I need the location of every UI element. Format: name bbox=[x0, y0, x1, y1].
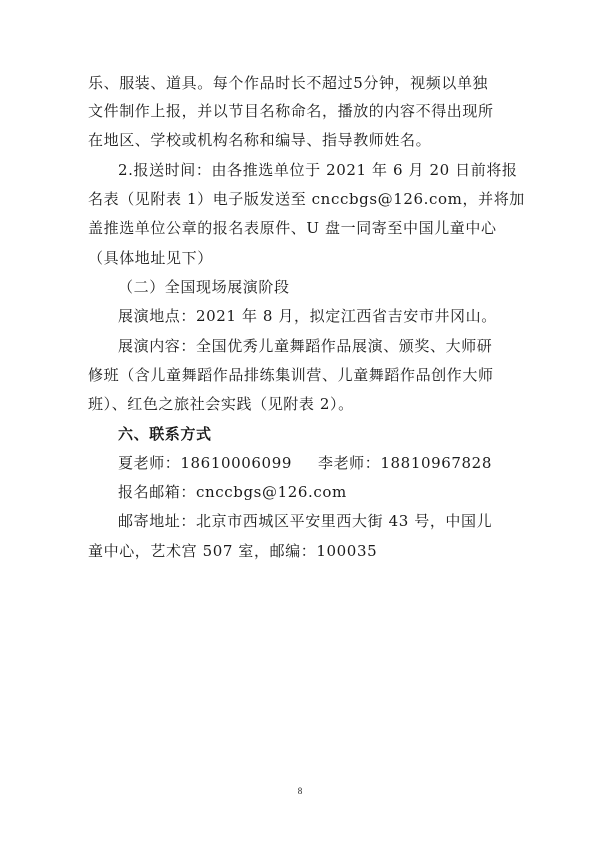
venue-line: 展演地点：2021 年 8 月，拟定江西省吉安市井冈山。 bbox=[118, 307, 497, 325]
address-line: 邮寄地址：北京市西城区平安里西大街 43 号，中国儿 bbox=[118, 512, 493, 530]
paragraph-line: 乐、服装、道具。每个作品时长不超过5分钟，视频以单独 bbox=[88, 74, 489, 92]
email-line: 报名邮箱：cnccbgs@126.com bbox=[118, 483, 347, 501]
paragraph-line: （具体地址见下） bbox=[88, 249, 213, 267]
address-line: 童中心，艺术宫 507 室，邮编：100035 bbox=[88, 542, 378, 560]
section-heading: 六、联系方式 bbox=[118, 425, 212, 443]
paragraph-line: 名表（见附表 1）电子版发送至 cnccbgs@126.com，并将加 bbox=[88, 190, 525, 208]
contact-li: 李老师：18810967828 bbox=[317, 454, 492, 472]
page-number: 8 bbox=[297, 786, 303, 796]
paragraph-line: 班）、红色之旅社会实践（见附表 2）。 bbox=[88, 395, 354, 413]
contact-line bbox=[118, 452, 520, 474]
paragraph-line: 盖推选单位公章的报名表原件、U 盘一同寄至中国儿童中心 bbox=[88, 219, 497, 237]
contact-xia: 夏老师：18610006099 bbox=[118, 454, 292, 472]
paragraph-line: 在地区、学校或机构名称和编导、指导教师姓名。 bbox=[88, 131, 432, 149]
paragraph-line: 文件制作上报，并以节目名称命名，播放的内容不得出现所 bbox=[88, 102, 494, 120]
paragraph-line: 2.报送时间：由各推选单位于 2021 年 6 月 20 日前将报 bbox=[118, 161, 518, 179]
paragraph-line: 展演内容：全国优秀儿童舞蹈作品展演、颁奖、大师研 bbox=[118, 337, 493, 355]
section-heading: （二）全国现场展演阶段 bbox=[118, 278, 290, 296]
paragraph-line: 修班（含儿童舞蹈作品排练集训营、儿童舞蹈作品创作大师 bbox=[88, 366, 494, 384]
